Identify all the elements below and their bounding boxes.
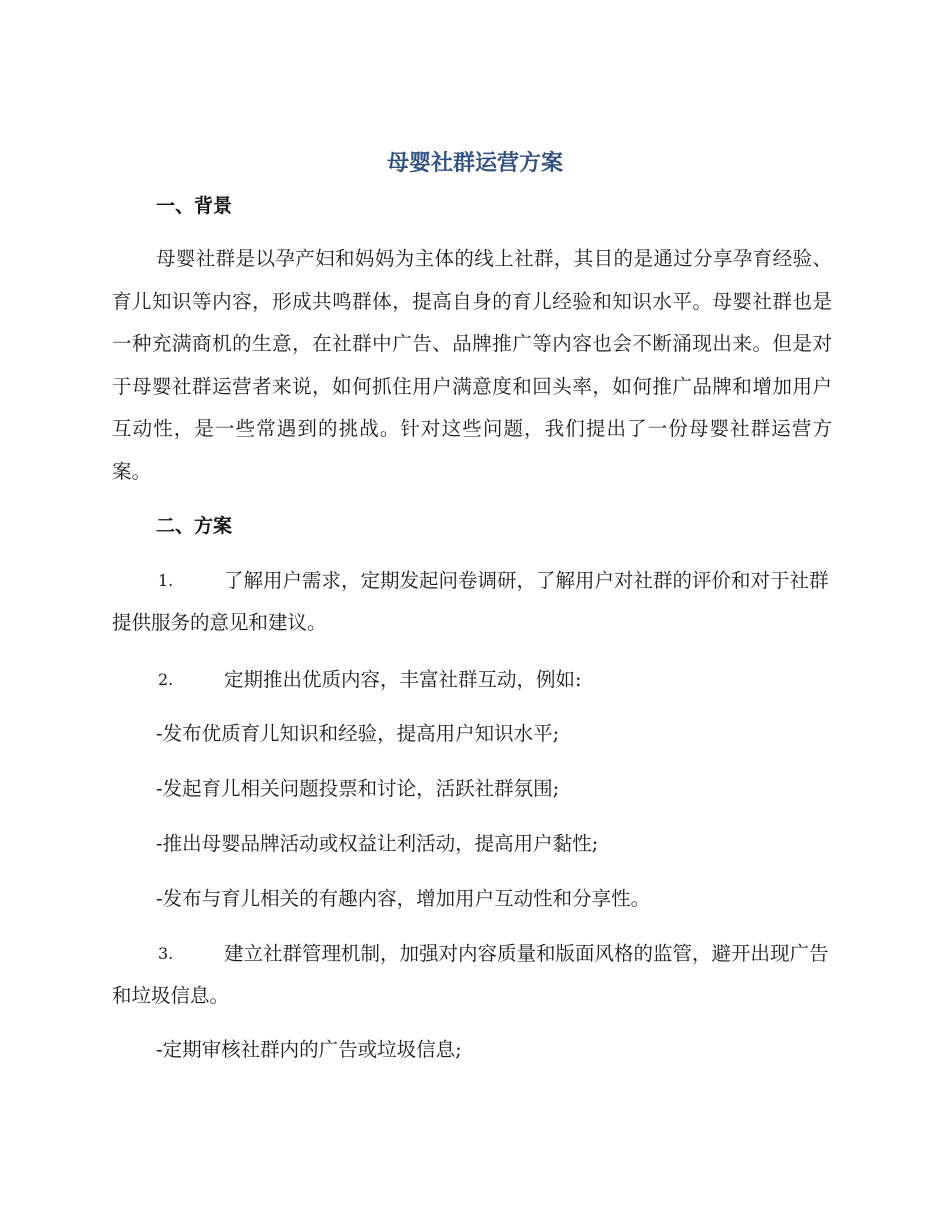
bullet-line: -发起育儿相关问题投票和讨论，活跃社群氛围; <box>156 777 560 800</box>
plan-item-2 <box>112 659 832 701</box>
bullet-line: -发布优质育儿知识和经验，提高用户知识水平; <box>156 722 560 745</box>
page-title: 母婴社群运营方案 <box>386 151 563 176</box>
list-number: 3. <box>158 944 174 963</box>
list-number: 2. <box>158 670 174 689</box>
bullet-line: -发布与育儿相关的有趣内容，增加用户互动性和分享性。 <box>156 887 651 910</box>
list-number: 1. <box>158 571 174 590</box>
section-heading-plan: 二、方案 <box>156 515 233 537</box>
bullet-line: -推出母婴品牌活动或权益让利活动，提高用户黏性; <box>156 832 599 855</box>
bullet-line: -定期审核社群内的广告或垃圾信息; <box>156 1038 462 1061</box>
section-heading-background: 一、背景 <box>156 195 233 217</box>
background-paragraph: 母婴社群是以孕产妇和妈妈为主体的线上社群，其目的是通过分享孕育经验、育儿知识等内容，形成共鸣群体，提高自身的育儿经验和知识水平。母婴社群也是一种充满商机的生意，在社群中广告、品牌推广等内容也会不断涌现出来。但是对于母婴社群运营者来说，如何抓住用户满意度和回头率，如何推广品牌和增加用户互动性，是一些常遇到的挑战。针对这些问题，我们提出了一份母婴社群运营方案。 <box>112 247 832 483</box>
list-text: 建立社群管理机制，加强对内容质量和版面风格的监管，避开出现广告和垃圾信息。 <box>112 942 829 1007</box>
plan-item-1 <box>112 560 832 644</box>
list-text: 了解用户需求，定期发起问卷调研，了解用户对社群的评价和对于社群提供服务的意见和建议。 <box>112 569 829 634</box>
list-text: 定期推出优质内容，丰富社群互动，例如: <box>224 668 582 691</box>
plan-item-3 <box>112 933 832 1017</box>
